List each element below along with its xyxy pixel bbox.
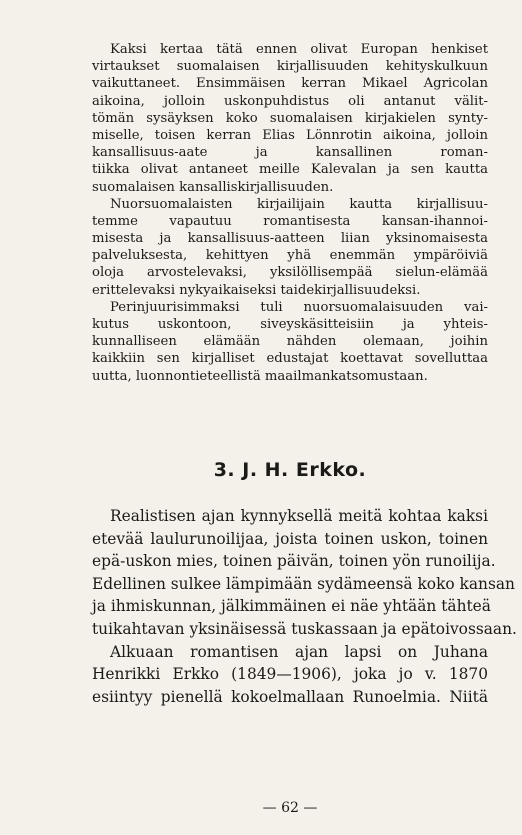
text-line: erittelevaksi nykyaikaiseksi taidekirjallisuudeksi.	[92, 282, 421, 298]
text-line: tömän sysäyksen koko suomalaisen kirjakielen synty-	[92, 110, 488, 126]
text-line: etevää laulurunoilijaa, joista toinen uskon, toinen	[92, 529, 488, 548]
text-line: Alkuaan romantisen ajan lapsi on Juhana	[110, 642, 488, 661]
text-line: tiikka olivat antaneet meille Kalevalan ja sen kautta	[92, 162, 488, 178]
text-line: misesta ja kansallisuus-aatteen liian yksinomaisesta	[92, 231, 488, 247]
text-line: virtaukset suomalaisen kirjallisuuden kehityskulkuun	[92, 59, 488, 75]
text-line: temme vapautuu romantisesta kansan-ihannoi-	[92, 213, 488, 229]
text-line: palveluksesta, kehittyen yhä enemmän ympäröiviä	[92, 248, 488, 264]
section-2-text	[92, 505, 517, 708]
text-line: suomalaisen kansalliskirjallisuuden.	[92, 179, 334, 195]
text-line: Edellinen sulkee lämpimään sydämeensä koko kansan	[92, 574, 515, 593]
text-line: kutus uskontoon, siveyskäsitteisiin ja yhteis-	[92, 317, 488, 332]
text-line: Realistisen ajan kynnyksellä meitä kohtaa kaksi	[110, 507, 488, 525]
text-line: tuikahtavan yksinäisessä tuskassaan ja epätoivossaan.	[92, 619, 517, 638]
text-line: ja ihmiskunnan, jälkimmäinen ei näe yhtään tähteä	[92, 597, 491, 616]
text-line: uutta, luonnontieteellistä maailmankatsomustaan.	[92, 368, 428, 384]
section-heading: 3. J. H. Erkko.	[213, 459, 367, 481]
section-1-text	[92, 41, 488, 385]
page-number: — 62 —	[262, 800, 318, 816]
text-line: kaikkiin sen kirjalliset edustajat koettavat sovelluttaa	[92, 351, 488, 367]
text-line: oloja arvostelevaksi, yksilöllisempää sielun-elämää	[92, 265, 488, 281]
text-line: Henrikki Erkko (1849—1906), joka jo v. 1870	[92, 665, 488, 684]
text-line: miselle, toisen kerran Elias Lönnrotin aikoina, jolloin	[92, 127, 488, 143]
text-line: kansallisuus-aate ja kansallinen roman-	[92, 145, 488, 161]
text-line: vaikuttaneet. Ensimmäisen kerran Mikael Agricolan	[92, 76, 488, 92]
text-line: Kaksi kertaa tätä ennen olivat Europan henkiset	[110, 42, 488, 57]
text-line: esiintyy pienellä kokoelmallaan Runoelmia. Niitä	[92, 687, 488, 706]
text-line: aikoina, jolloin uskonpuhdistus oli antanut välit-	[92, 93, 488, 109]
text-line: epä-uskon mies, toinen päivän, toinen yön runoilija.	[92, 552, 496, 571]
text-line: kunnalliseen elämään nähden olemaan, joihin	[92, 334, 488, 350]
text-line: Perinjuurisimmaksi tuli nuorsuomalaisuuden vai-	[110, 299, 488, 315]
text-line: Nuorsuomalaisten kirjailijain kautta kirjallisuu-	[110, 196, 488, 212]
